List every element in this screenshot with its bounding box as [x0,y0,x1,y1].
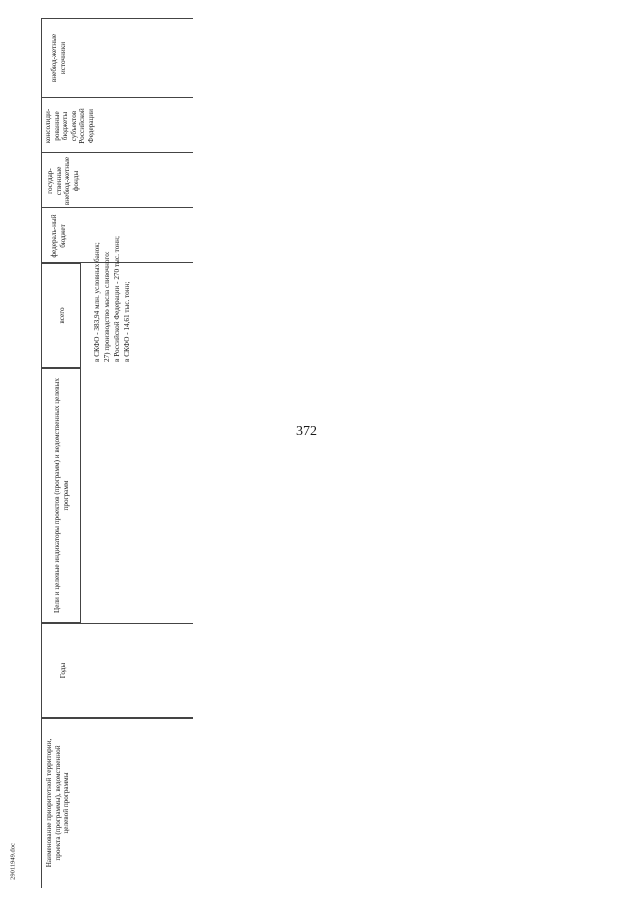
header-name: Наименование приоритетной территории, проекта (программы), ведомственной целевой программы [45,738,71,867]
goal-line: в СКФО - 383,94 млн. условных банок; [93,241,101,362]
header-goals: Цели и целевые индикаторы проектов (программ) и ведомственных целевых программ [53,377,70,613]
header-state-funds: государ-ственные внебюд-жетные фонды [46,156,80,205]
header-years: Годы [59,662,67,678]
file-reference: 29011949.doc [9,843,17,880]
goal-line: в Российской Федерации - 270 тыс. тонн; [113,235,121,362]
rotated-table [41,18,193,888]
header-federal: федераль-ный бюджет [50,213,67,258]
page-number: 372 [296,424,317,439]
header-consolidated: консолиди-рованные бюджеты субъектов Российской Федерации [44,107,95,144]
header-total: всего [58,306,66,324]
goal-line: 27) производство масла сливочного: [103,250,111,362]
goal-line: в СКФО - 14,61 тыс. тонн; [123,281,131,362]
header-extrabudget: внебюд-жетные источники [50,33,67,82]
